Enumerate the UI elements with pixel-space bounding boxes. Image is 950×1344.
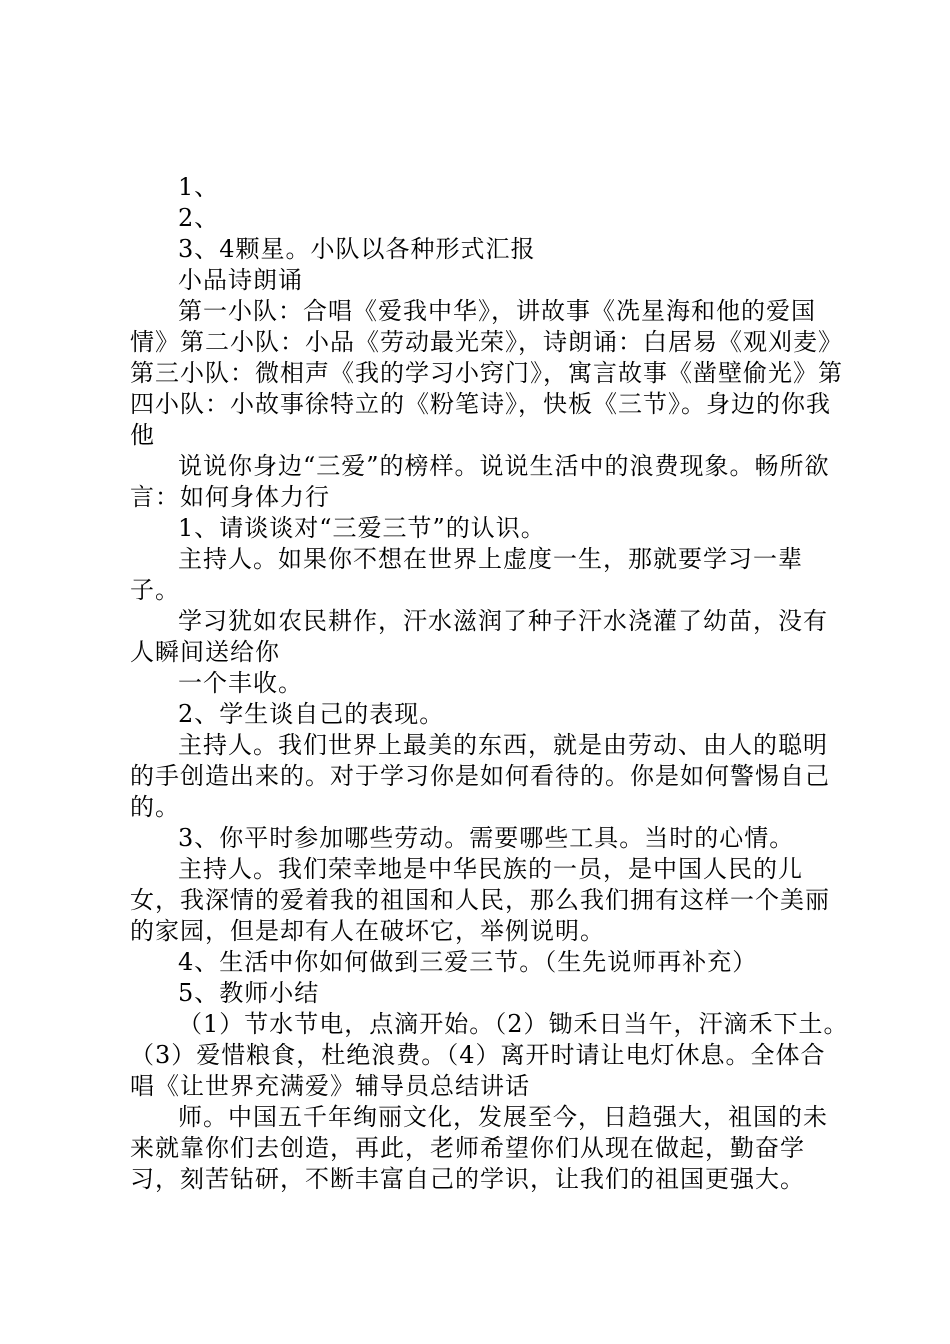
paragraph: 主持人。我们荣幸地是中华民族的一员，是中国人民的儿女，我深情的爱着我的祖国和人民，那么我们拥有这样一个美丽的家园，但是却有人在破坏它，举例说明。 xyxy=(130,855,830,945)
paragraph: （1）节水节电，点滴开始。（2）锄禾日当午，汗滴禾下土。（3）爱惜粮食，杜绝浪费。（4）离开时请让电灯休息。全体合唱《让世界充满爱》辅导员总结讲话 xyxy=(130,1010,849,1100)
paragraph: 主持人。如果你不想在世界上虚度一生，那就要学习一辈子。 xyxy=(130,545,803,604)
paragraph: 2、 xyxy=(178,204,220,232)
paragraph: 2、学生谈自己的表现。 xyxy=(178,700,445,728)
paragraph: 主持人。我们世界上最美的东西，就是由劳动、由人的聪明的手创造出来的。对于学习你是如何看待的。你是如何警惕自己的。 xyxy=(130,731,830,821)
paragraph: 一个丰收。 xyxy=(178,669,303,697)
paragraph: 1、请谈谈对“三爱三节”的认识。 xyxy=(178,514,546,542)
document-body xyxy=(130,172,850,1195)
paragraph: 4、生活中你如何做到三爱三节。（生先说师再补充） xyxy=(178,948,758,976)
paragraph: 说说你身边“三爱”的榜样。说说生活中的浪费现象。畅所欲言：如何身体力行 xyxy=(130,452,830,511)
paragraph: 第一小队：合唱《爱我中华》，讲故事《冼星海和他的爱国情》第二小队：小品《劳动最光荣》，诗朗诵：白居易《观刈麦》第三小队：微相声《我的学习小窍门》，寓言故事《凿壁偷光》第四小队：小故事徐特立的《粉笔诗》，快板《三节》。身边的你我他 xyxy=(130,297,843,449)
paragraph: 小品诗朗诵 xyxy=(178,266,303,294)
paragraph: 3、4颗星。小队以各种形式汇报 xyxy=(178,235,536,263)
paragraph: 师。中国五千年绚丽文化，发展至今，日趋强大，祖国的未来就靠你们去创造，再此，老师希望你们从现在做起，勤奋学习，刻苦钻研，不断丰富自己的学识，让我们的祖国更强大。 xyxy=(130,1103,828,1193)
paragraph: 3、你平时参加哪些劳动。需要哪些工具。当时的心情。 xyxy=(178,824,795,852)
paragraph: 1、 xyxy=(178,173,220,201)
paragraph: 学习犹如农民耕作，汗水滋润了种子汗水浇灌了幼苗，没有人瞬间送给你 xyxy=(130,607,828,666)
paragraph: 5、教师小结 xyxy=(178,979,320,1007)
